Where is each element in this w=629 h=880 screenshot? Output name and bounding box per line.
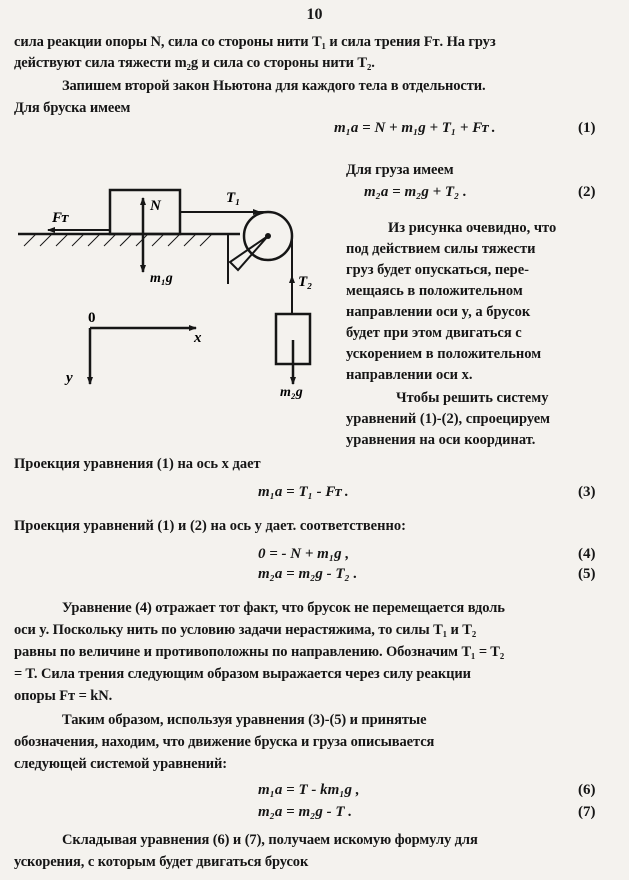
equation-6: m₁a = T - km₁g , xyxy=(258,782,360,798)
block-m1 xyxy=(110,190,180,234)
pulley-bracket xyxy=(230,236,268,270)
equation-3: m₁a = T₁ - Fᴛ . xyxy=(258,484,349,500)
label-axis-x: x xyxy=(194,330,202,346)
proj-x-label: Проекция уравнения (1) на ось x дает xyxy=(14,456,261,472)
right-col-line-5: направлении оси y, а брусок xyxy=(346,304,531,320)
label-T1: T₁ xyxy=(226,190,241,206)
equation-2-number: (2) xyxy=(578,184,596,200)
label-m2g: m₂g xyxy=(280,385,303,400)
proj-y-label: Проекция уравнений (1) и (2) на ось y дает. соответственно: xyxy=(14,518,406,534)
gruz-label: Для груза имеем xyxy=(346,162,454,178)
equation-2: m₂a = m₂g + T₂ . xyxy=(364,184,467,200)
label-axis-y: y xyxy=(66,370,73,386)
right-col-line-8: направлении оси x. xyxy=(346,367,473,383)
intro-line-1: сила реакции опоры N, сила со стороны нити T₁ и сила трения Fᴛ. На груз xyxy=(14,34,496,50)
para4-line-2: ускорения, с которым будет двигаться брусок xyxy=(14,854,309,870)
para2-line-4: = T. Сила трения следующим образом выражается через силу реакции xyxy=(14,666,471,682)
para4-line-1: Складывая уравнения (6) и (7), получаем искомую формулу для xyxy=(62,832,478,848)
para3-line-1: Таким образом, используя уравнения (3)-(5) и принятые xyxy=(62,712,427,728)
right-col-line-10: уравнений (1)-(2), спроецируем xyxy=(346,411,551,427)
equation-4: 0 = - N + m₁g , xyxy=(258,546,350,562)
label-Ft: Fᴛ xyxy=(52,210,68,226)
label-N: N xyxy=(150,198,161,214)
mechanics-diagram xyxy=(0,150,345,400)
equation-5-number: (5) xyxy=(578,566,596,582)
equation-1: m₁a = N + m₁g + T₁ + Fᴛ . xyxy=(334,120,496,136)
intro-line-2: действуют сила тяжести m₂g и сила со стороны нити T₂. xyxy=(14,55,375,71)
para2-line-3: равны по величине и противоположны по направлению. Обозначим T₁ = T₂ xyxy=(14,644,505,660)
equation-7-number: (7) xyxy=(578,804,596,820)
equation-5: m₂a = m₂g - T₂ . xyxy=(258,566,358,582)
right-col-line-6: будет при этом двигаться с xyxy=(346,325,522,341)
para1-line-2: Для бруска имеем xyxy=(14,100,131,116)
page-number: 10 xyxy=(306,6,323,23)
label-T2: T₂ xyxy=(298,274,313,290)
para1-line-1: Запишем второй закон Ньютона для каждого тела в отдельности. xyxy=(62,78,486,94)
label-origin: 0 xyxy=(88,310,96,326)
para2-line-2: оси y. Поскольку нить по условию задачи нерастяжима, то силы T₁ и T₂ xyxy=(14,622,477,638)
para2-line-5: опоры Fᴛ = kN. xyxy=(14,688,113,704)
equation-7: m₂a = m₂g - T . xyxy=(258,804,352,820)
para3-line-3: следующей системой уравнений: xyxy=(14,756,228,772)
right-col-line-11: уравнения на оси координат. xyxy=(346,432,536,448)
equation-3-number: (3) xyxy=(578,484,596,500)
equation-1-number: (1) xyxy=(578,120,596,136)
right-col-line-9: Чтобы решить систему xyxy=(396,390,549,406)
para2-line-1: Уравнение (4) отражает тот факт, что брусок не перемещается вдоль xyxy=(62,600,505,616)
equation-6-number: (6) xyxy=(578,782,596,798)
right-col-line-1: Из рисунка очевидно, что xyxy=(388,220,557,236)
para3-line-2: обозначения, находим, что движение бруска и груза описывается xyxy=(14,734,435,750)
right-col-line-3: груз будет опускаться, пере- xyxy=(346,262,530,278)
table-surface xyxy=(18,234,240,246)
right-col-line-2: под действием силы тяжести xyxy=(346,241,536,257)
label-m1g: m₁g xyxy=(150,271,173,286)
right-col-line-7: ускорением в положительном xyxy=(346,346,542,362)
equation-4-number: (4) xyxy=(578,546,596,562)
right-col-line-4: мещаясь в положительном xyxy=(346,283,523,299)
